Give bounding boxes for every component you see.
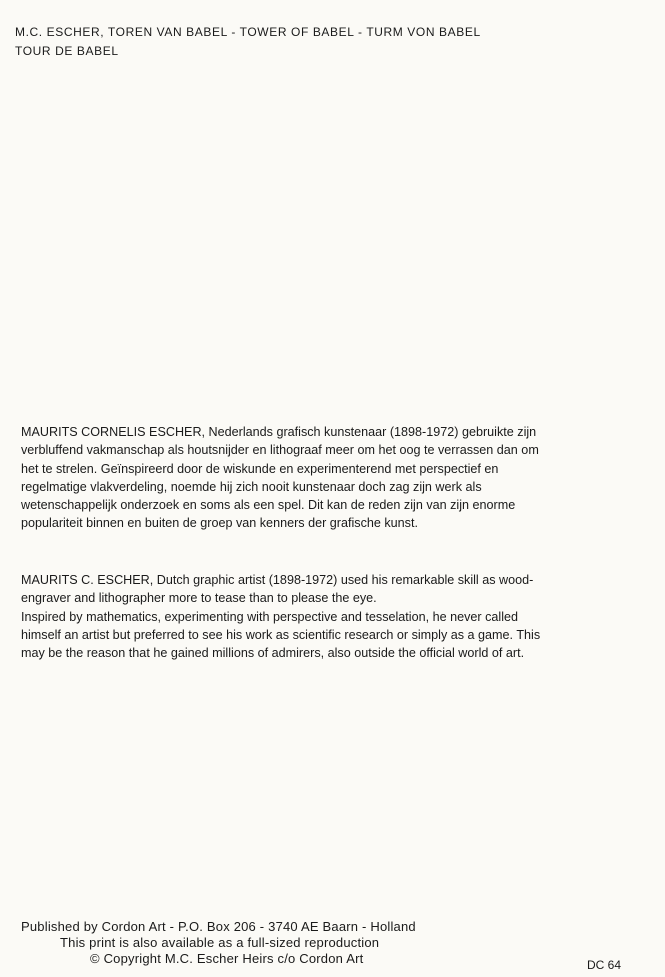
english-line: MAURITS C. ESCHER, Dutch graphic artist (1898-1972) used his remarkable skill as wood-: [21, 573, 534, 587]
copyright-line: © Copyright M.C. Escher Heirs c/o Cordon Art: [90, 951, 364, 966]
availability-line: This print is also available as a full-sized reproduction: [60, 935, 380, 950]
english-line: himself an artist but preferred to see his work as scientific research or simply as a game. This: [21, 627, 541, 642]
dutch-line: het te strelen. Geïnspireerd door de wiskunde en experimenterend met perspectief en: [21, 461, 499, 476]
dutch-line: verbluffend vakmanschap als houtsnijder en lithograaf meer om het oog te verrassen dan om: [21, 443, 539, 458]
dutch-line: MAURITS CORNELIS ESCHER, Nederlands grafisch kunstenaar (1898-1972) gebruikte zijn: [21, 425, 537, 439]
dutch-line: wetenschappelijk onderzoek en soms als een spel. Dit kan de reden zijn van zijn enorme: [21, 498, 516, 513]
dutch-line: regelmatige vlakverdeling, noemde hij zich nooit kunstenaar doch zag zijn werk als: [21, 479, 482, 494]
english-line: Inspired by mathematics, experimenting with perspective and tesselation, he never called: [21, 609, 519, 624]
publisher-footer: [21, 919, 416, 967]
dutch-line: populariteit binnen en buiten de groep van kenners der grafische kunst.: [21, 516, 418, 531]
english-description: [21, 571, 601, 662]
catalog-code: DC 64: [586, 958, 621, 972]
title-block: [15, 23, 481, 61]
english-line: may be the reason that he gained millions of admirers, also outside the official world of art.: [21, 646, 525, 661]
publisher-line: Published by Cordon Art - P.O. Box 206 - 3740 AE Baarn - Holland: [21, 919, 416, 934]
english-line: engraver and lithographer more to tease than to please the eye.: [21, 591, 377, 606]
dutch-description: [21, 423, 601, 533]
title-line-french: TOUR DE BABEL: [15, 44, 119, 58]
title-line: M.C. ESCHER, TOREN VAN BABEL - TOWER OF BABEL - TURM VON BABEL: [15, 25, 481, 39]
